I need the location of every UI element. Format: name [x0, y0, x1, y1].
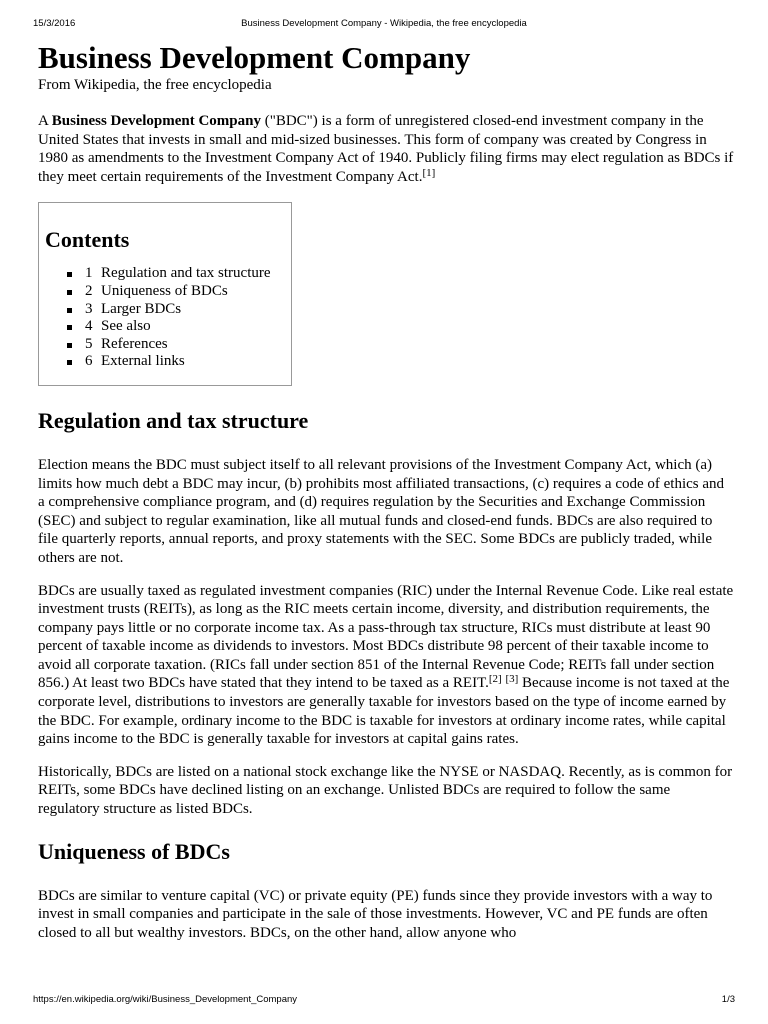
bullet-icon — [67, 360, 72, 365]
intro-term: Business Development Company — [51, 113, 261, 129]
paragraph: Election means the BDC must subject itself to all relevant provisions of the Investment Company Act, which (a) limits how much debt a BDC may incur, (b) prohibits most affiliated transactions, (c) requires a code of ethics and a comprehensive compliance program, and (d) requires regulation by the Securities and Exchange Commission (SEC) and subject to regular examination, like all mutual funds and closed-end funds. BDCs are also required to file quarterly reports, annual reports, and proxy statements with the SEC. Some BDCs are publicly traded, while others are not. — [38, 456, 725, 566]
toc-heading: Contents — [45, 227, 130, 253]
toc-number: 5 — [85, 335, 93, 352]
print-header — [0, 0, 768, 40]
print-date: 15/3/2016 — [33, 18, 76, 29]
bullet-icon — [67, 272, 72, 277]
toc-item[interactable] — [69, 336, 291, 354]
toc-item[interactable] — [69, 318, 291, 336]
article-title: Business Development Company — [38, 40, 471, 75]
bullet-icon — [67, 290, 72, 295]
intro-prefix: A — [38, 113, 52, 129]
bullet-icon — [67, 325, 72, 330]
intro-text: ("BDC") is a form of unregistered closed-end investment company in the United States that invests in small and mid-sized businesses. This form of company was created by Congress in 1980 as amendments to the Investment Company Act of 1940. Publicly filing firms may elect regulation as BDCs if they meet certain requirements of the Investment Company Act. — [38, 113, 734, 185]
toc-link[interactable]: Regulation and tax structure — [101, 265, 271, 282]
toc-number: 2 — [85, 282, 93, 299]
paragraph-text: BDCs are usually taxed as regulated investment companies (RIC) under the Internal Revenue Code. Like real estate investment trusts (REITs), as long as the RIC meets certain income, diversity, and distribution requirements, the company pays little or no corporate income tax. As a pass-through tax structure, RICs must distribute at least 90 percent of taxable income as dividends to investors. Most BDCs distribute 98 percent of their taxable income to avoid all corporate taxation. (RICs fall under section 851 of the Internal Revenue Code; REITs fall under section 856.) At least two BDCs have stated that they intend to be taxed as a REIT. — [38, 582, 734, 692]
paragraph: BDCs are similar to venture capital (VC) or private equity (PE) funds since they provide investors with a way to invest in small companies and participate in the sale of those investments. However, VC and PE funds are often closed to all but wealthy investors. BDCs, on the other hand, allow anyone who — [38, 887, 713, 941]
paragraph-text: Because income is not taxed at the corporate level, distributions to investors are generally taxable for investors based on the type of income earned by the BDC. For example, ordinary income to the BDC is taxable for investors at ordinary income rates, while capital gains income to the BDC is generally taxable for investors at capital gains rates. — [38, 675, 730, 748]
toc-number: 3 — [85, 300, 93, 317]
toc-link[interactable]: Uniqueness of BDCs — [101, 282, 228, 299]
toc-item[interactable] — [69, 283, 291, 301]
toc-link[interactable]: See also — [101, 318, 151, 335]
bullet-icon — [67, 308, 72, 313]
article-content — [38, 40, 734, 956]
citation-link[interactable]: [1] — [422, 166, 436, 179]
print-footer — [0, 990, 768, 1010]
section-heading-uniqueness: Uniqueness of BDCs — [38, 838, 230, 864]
table-of-contents — [38, 202, 292, 386]
toc-link[interactable]: Larger BDCs — [101, 300, 182, 317]
toc-item[interactable] — [69, 353, 291, 371]
article-tagline: From Wikipedia, the free encyclopedia — [38, 77, 272, 93]
toc-link[interactable]: External links — [101, 353, 185, 370]
bullet-icon — [67, 343, 72, 348]
toc-item[interactable] — [69, 301, 291, 319]
paragraph — [38, 582, 734, 749]
citation-link[interactable]: [2] — [488, 673, 502, 686]
toc-number: 4 — [85, 318, 93, 335]
toc-number: 6 — [85, 353, 93, 370]
toc-number: 1 — [85, 265, 93, 282]
paragraph: Historically, BDCs are listed on a national stock exchange like the NYSE or NASDAQ. Recently, as is common for REITs, some BDCs have declined listing on an exchange. Unlisted BDCs are required to follow the same regulatory structure as listed BDCs. — [38, 763, 733, 818]
citation-link[interactable]: [3] — [505, 673, 519, 686]
print-page-title: Business Development Company - Wikipedia, the free encyclopedia — [241, 18, 527, 29]
intro-paragraph — [38, 112, 734, 186]
page-number: 1/3 — [721, 994, 735, 1005]
toc-list — [39, 265, 291, 371]
print-url: https://en.wikipedia.org/wiki/Business_Development_Company — [33, 994, 298, 1005]
section-heading-regulation: Regulation and tax structure — [38, 407, 309, 433]
toc-item[interactable] — [69, 265, 291, 283]
toc-link[interactable]: References — [101, 335, 168, 352]
